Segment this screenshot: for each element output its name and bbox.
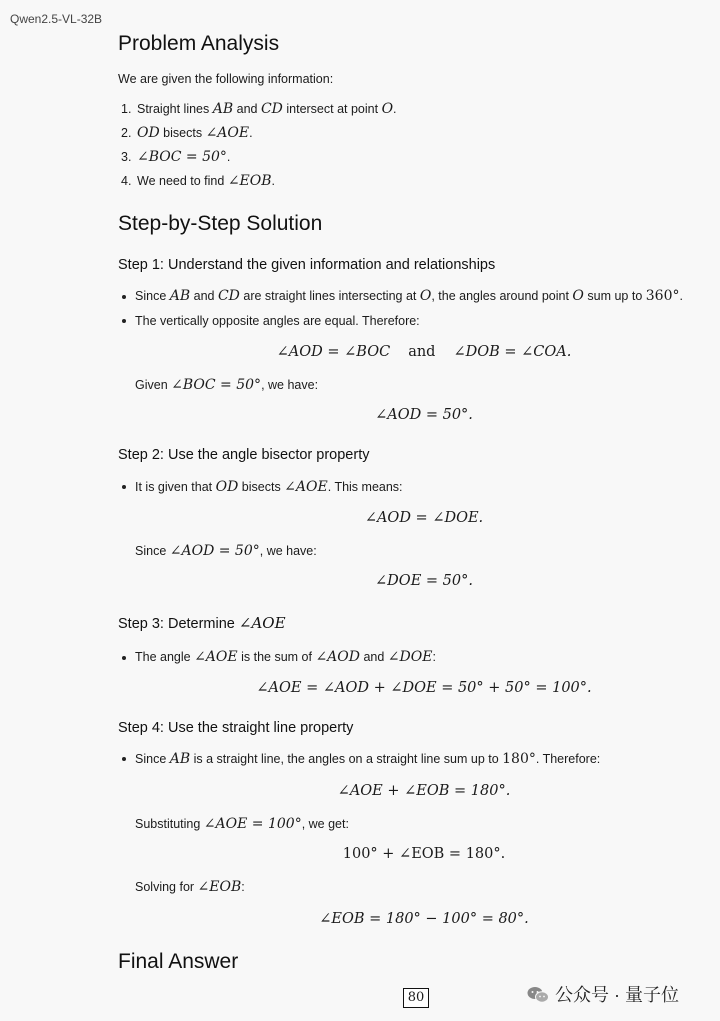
bullet-marker bbox=[122, 485, 126, 489]
step1-equation-2: ∠AOD = 50°. bbox=[375, 407, 473, 423]
step2-since: Since ∠AOD = 50°, we have: bbox=[135, 543, 317, 559]
page-number-box: 80 bbox=[403, 988, 429, 1008]
wechat-icon bbox=[527, 986, 549, 1004]
step4-bullet-1: Since AB is a straight line, the angles on a straight line sum up to 180°. Therefore: bbox=[135, 751, 601, 767]
step4-equation-3: ∠EOB = 180° − 100° = 80°. bbox=[319, 911, 529, 927]
step2-equation-2: ∠DOE = 50°. bbox=[375, 573, 473, 589]
step1-bullet-1: Since AB and CD are straight lines intersecting at O, the angles around point O sum up to 360°. bbox=[135, 288, 683, 304]
step2-title: Step 2: Use the angle bisector property bbox=[118, 447, 370, 463]
bullet-marker bbox=[122, 319, 126, 323]
step2-bullet-1: It is given that OD bisects ∠AOE. This means: bbox=[135, 479, 403, 495]
watermark: 公众号 · 量子位 bbox=[527, 981, 679, 1007]
step1-title: Step 1: Understand the given information and relationships bbox=[118, 257, 496, 273]
step1-equation-1: ∠AOD = ∠BOC and ∠DOB = ∠COA. bbox=[276, 344, 572, 360]
problem-intro: We are given the following information: bbox=[118, 72, 334, 86]
step4-substituting: Substituting ∠AOE = 100°, we get: bbox=[135, 816, 349, 832]
section-title-problem: Problem Analysis bbox=[118, 32, 280, 55]
bullet-marker bbox=[122, 656, 126, 660]
problem-item-1: 1. Straight lines AB and CD intersect at point O. bbox=[121, 101, 397, 117]
model-label: Qwen2.5-VL-32B bbox=[10, 12, 103, 26]
step1-given: Given ∠BOC = 50°, we have: bbox=[135, 377, 319, 393]
step3-bullet-1: The angle ∠AOE is the sum of ∠AOD and ∠DOE: bbox=[135, 649, 436, 665]
bullet-marker bbox=[122, 757, 126, 761]
bullet-marker bbox=[122, 295, 126, 299]
step4-equation-1: ∠AOE + ∠EOB = 180°. bbox=[337, 783, 511, 799]
step4-solving: Solving for ∠EOB: bbox=[135, 879, 245, 895]
section-title-final: Final Answer bbox=[118, 950, 239, 973]
step2-equation-1: ∠AOD = ∠DOE. bbox=[364, 510, 484, 526]
step4-equation-2: 100° + ∠EOB = 180°. bbox=[342, 846, 506, 862]
step3-title: Step 3: Determine ∠AOE bbox=[118, 614, 286, 632]
problem-item-3: 3. ∠BOC = 50°. bbox=[121, 149, 231, 165]
problem-item-2: 2. OD bisects ∠AOE. bbox=[121, 125, 253, 141]
step3-equation-1: ∠AOE = ∠AOD + ∠DOE = 50° + 50° = 100°. bbox=[256, 680, 592, 696]
section-title-solution: Step-by-Step Solution bbox=[118, 212, 323, 235]
step4-title: Step 4: Use the straight line property bbox=[118, 720, 354, 736]
step1-bullet-2: The vertically opposite angles are equal. Therefore: bbox=[135, 314, 420, 328]
problem-item-4: 4. We need to find ∠EOB. bbox=[121, 173, 276, 189]
